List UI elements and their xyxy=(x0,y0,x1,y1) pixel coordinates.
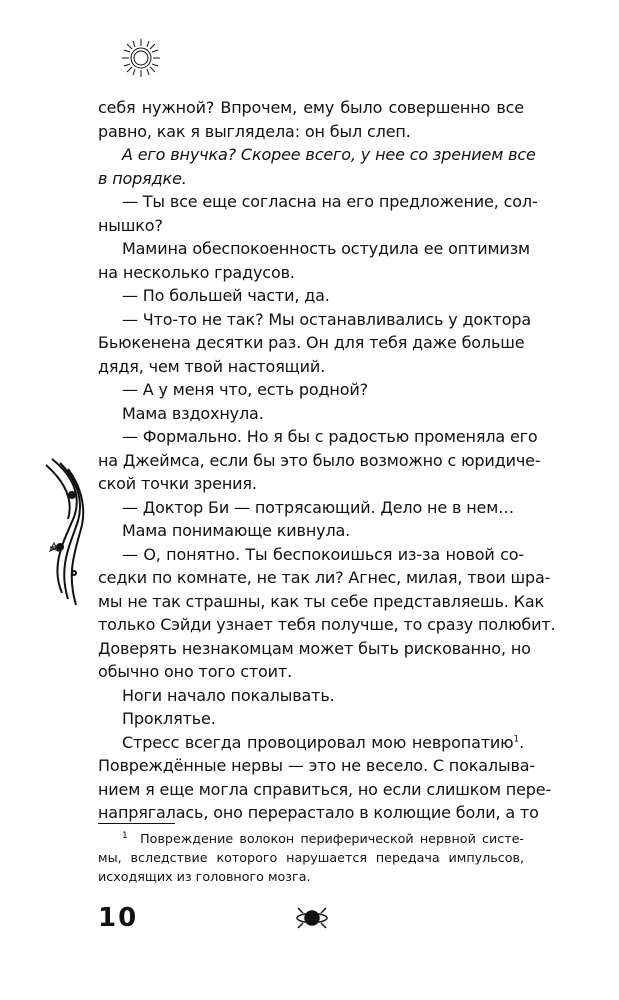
text-line-content: Стресс всегда провоцировал мою невропатию xyxy=(122,732,514,752)
text-line: — Ты все еще согласна на его предложение, сол- xyxy=(122,192,538,211)
text-line: дядя, чем твой настоящий. xyxy=(98,356,326,376)
text-line: Мама понимающе кивнула. xyxy=(122,521,351,540)
text-line: Мамина обеспокоенность остудила ее оптимизм xyxy=(122,239,530,258)
footnote-line: мы, вследствие которого нарушается передача импульсов, xyxy=(98,850,524,865)
page-number: 10 xyxy=(98,903,139,933)
footnote-line: исходящих из головного мозга. xyxy=(98,869,311,884)
text-line: равно, как я выглядела: он был слеп. xyxy=(98,121,411,141)
text-line: — Формально. Но я бы с радостью променяла его xyxy=(122,427,538,446)
body-text xyxy=(98,96,556,825)
text-line: нышко? xyxy=(98,215,163,235)
text-line: — О, понятно. Ты беспокоишься из-за новой со- xyxy=(122,544,524,564)
text-line: напрягалась, оно перерастало в колющие боли, а то xyxy=(98,803,539,822)
text-line: Доверять незнакомцам может быть рискованно, но xyxy=(98,638,531,658)
text-line xyxy=(98,731,524,755)
footnote-line xyxy=(98,829,524,848)
text-line: на несколько градусов. xyxy=(98,262,295,282)
text-line: нием я еще могла справиться, но если слишком пере- xyxy=(98,779,552,799)
footnote-line-content: Повреждение волокон периферической нервной систе- xyxy=(140,831,524,846)
text-line: на Джеймса, если бы это было возможно с юридиче- xyxy=(98,450,541,470)
text-line: себя нужной? Впрочем, ему было совершенно все xyxy=(98,98,524,117)
text-line: А его внучка? Скорее всего, у нее со зрением все xyxy=(122,145,536,164)
text-line: — Доктор Би — потрясающий. Дело не в нем… xyxy=(122,497,514,517)
text-line: седки по комнате, не так ли? Агнес, милая, твои шра- xyxy=(98,568,551,587)
text-line: Ноги начало покалывать. xyxy=(122,685,335,705)
text-line: только Сэйди узнает тебя получше, то сразу полюбит. xyxy=(98,615,556,634)
swirl-ornament-icon xyxy=(38,455,90,610)
planet-ornament-icon xyxy=(295,905,329,931)
text-line: Проклятье. xyxy=(122,709,216,728)
text-line: Повреждённые нервы — это не весело. С покалыва- xyxy=(98,756,536,775)
footnote-reference-period: . xyxy=(519,732,524,752)
footnote xyxy=(98,829,524,886)
text-line: мы не так страшны, как ты себе представляешь. Как xyxy=(98,591,545,611)
footnote-divider xyxy=(98,823,175,824)
text-line: — По большей части, да. xyxy=(122,286,330,305)
text-line: — Что-то не так? Мы останавливались у доктора xyxy=(122,309,532,329)
text-line: — А у меня что, есть родной? xyxy=(122,380,368,399)
footnote-reference[interactable]: 1 xyxy=(513,734,520,745)
text-line: в порядке. xyxy=(98,168,187,188)
sun-ornament-icon xyxy=(121,38,161,78)
text-line: Бьюкенена десятки раз. Он для тебя даже больше xyxy=(98,333,525,352)
text-line: Мама вздохнула. xyxy=(122,403,264,423)
footnote-number: 1 xyxy=(122,830,128,841)
text-line: обычно оно того стоит. xyxy=(98,662,293,681)
text-line: ской точки зрения. xyxy=(98,474,257,493)
